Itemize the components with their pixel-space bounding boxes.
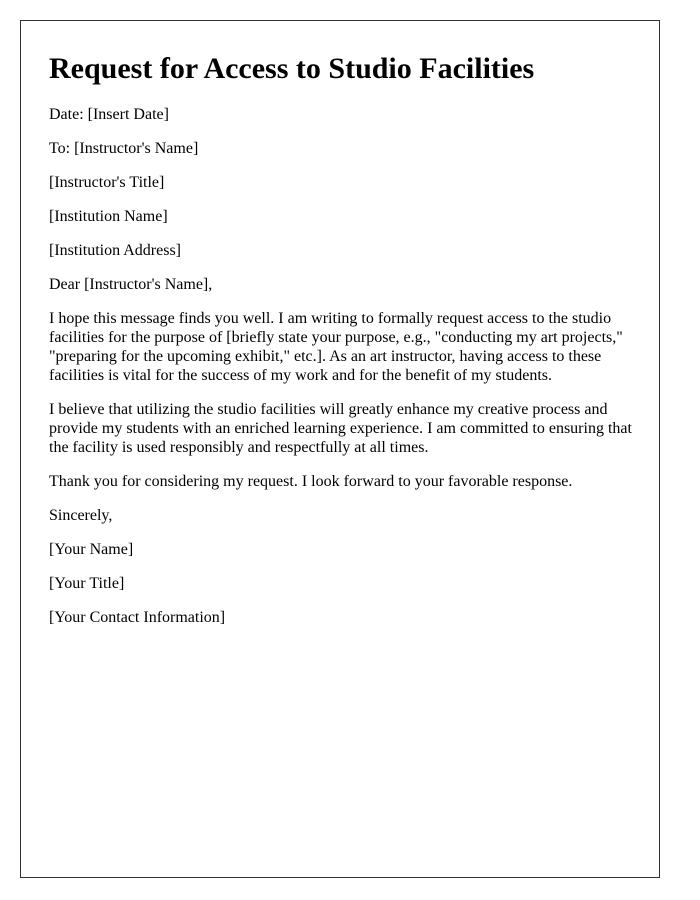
body-paragraph-2: I believe that utilizing the studio facilities will greatly enhance my creative process and provide my students with an enriched learning experience. I am committed to ensuring that the facility is used responsibly and respectfully at all times. [49,401,632,456]
sender-title: [Your Title] [49,575,125,592]
date-line: Date: [Insert Date] [49,106,169,123]
recipient-line: To: [Instructor's Name] [49,140,199,157]
closing: Sincerely, [49,507,113,524]
letter-page [20,20,660,878]
institution-name: [Institution Name] [49,208,168,225]
institution-address: [Institution Address] [49,242,181,259]
letter-content [49,51,639,642]
body-paragraph-3: Thank you for considering my request. I look forward to your favorable response. [49,473,573,490]
sender-contact: [Your Contact Information] [49,609,226,626]
salutation: Dear [Instructor's Name], [49,276,213,293]
recipient-title: [Instructor's Title] [49,174,165,191]
sender-name: [Your Name] [49,541,134,558]
body-paragraph-1: I hope this message finds you well. I am writing to formally request access to the studio facilities for the purpose of [briefly state your purpose, e.g., "conducting my art projects," "preparing for the upcoming exhibit," etc.]. As an art instructor, having access to these facilities is vital for the success of my work and for the benefit of my students. [49,310,623,384]
letter-title: Request for Access to Studio Facilities [49,52,535,85]
